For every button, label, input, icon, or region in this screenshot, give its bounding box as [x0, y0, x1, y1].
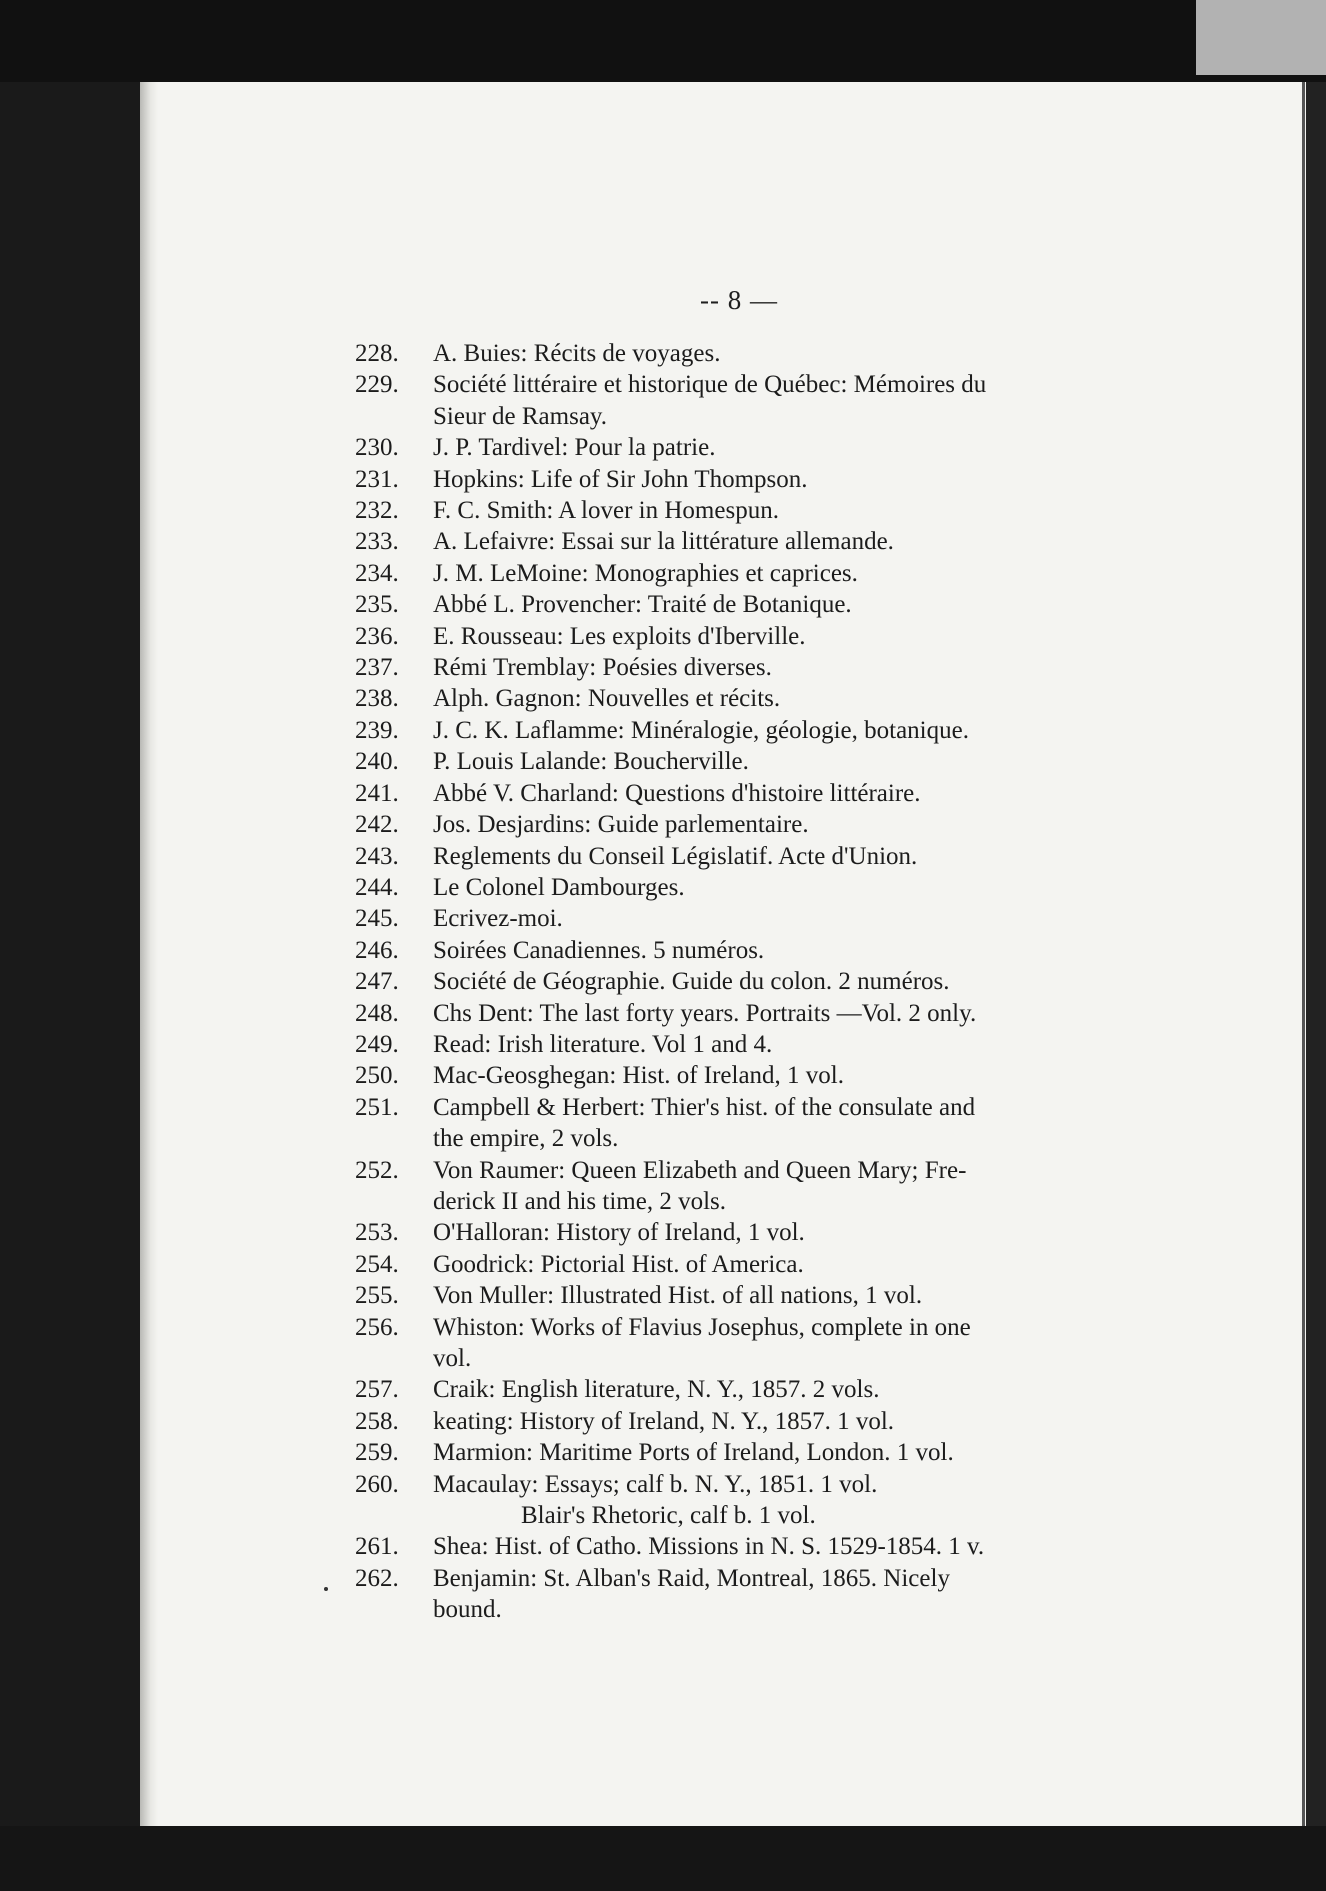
catalog-entry: [355, 1437, 1145, 1468]
entry-line: Shea: Hist. of Catho. Missions in N. S. 1529-1854. 1 v.: [433, 1533, 985, 1561]
entry-line: Mac-Geosghegan: Hist. of Ireland, 1 vol.: [433, 1062, 844, 1090]
entry-text: [433, 1469, 1145, 1532]
entry-line: O'Halloran: History of Ireland, 1 vol.: [433, 1219, 805, 1247]
catalog-entry: [355, 998, 1145, 1029]
entry-number: 261.: [355, 1533, 399, 1561]
entry-text: [433, 841, 1145, 872]
entry-line: F. C. Smith: A lover in Homespun.: [433, 497, 779, 525]
catalog-entry: [355, 1092, 1145, 1155]
entry-number: 241.: [355, 779, 399, 807]
catalog-entry: [355, 589, 1145, 620]
catalog-entry: [355, 1406, 1145, 1437]
entry-line: derick II and his time, 2 vols.: [433, 1187, 726, 1215]
entry-line: Campbell & Herbert: Thier's hist. of the consulate and: [433, 1093, 976, 1121]
entry-text: [433, 526, 1145, 557]
entry-line: Jos. Desjardins: Guide parlementaire.: [433, 811, 809, 839]
entry-text: [433, 872, 1145, 903]
catalog-entry: [355, 558, 1145, 589]
catalog-entry: [355, 1249, 1145, 1280]
entry-number: 243.: [355, 842, 399, 870]
entry-line: J. P. Tardivel: Pour la patrie.: [433, 434, 716, 462]
entry-number: 253.: [355, 1219, 399, 1247]
entry-subline: Blair's Rhetoric, calf b. 1 vol.: [521, 1502, 816, 1530]
entry-line: vol.: [433, 1345, 472, 1372]
entry-line: Macaulay: Essays; calf b. N. Y., 1851. 1 vol.: [433, 1470, 878, 1498]
entry-number: 260.: [355, 1470, 399, 1498]
catalog-entry: [355, 966, 1145, 997]
entry-text: [433, 809, 1145, 840]
catalog-entry: [355, 746, 1145, 777]
entry-number: 246.: [355, 936, 399, 964]
entry-number: 262.: [355, 1564, 399, 1592]
entry-number: 256.: [355, 1313, 399, 1341]
entry-line: Hopkins: Life of Sir John Thompson.: [433, 465, 808, 493]
entry-number: 251.: [355, 1093, 399, 1121]
entry-text: [433, 1280, 1145, 1311]
entry-line: Read: Irish literature. Vol 1 and 4.: [433, 1030, 773, 1058]
entry-text: [433, 1155, 1145, 1218]
entry-line: P. Louis Lalande: Boucherville.: [433, 748, 749, 776]
entry-text: [433, 715, 1145, 746]
entry-line: Reglements du Conseil Législatif. Acte d'Union.: [433, 842, 918, 870]
entry-line: A. Buies: Récits de voyages.: [433, 340, 721, 367]
entry-text: [433, 683, 1145, 714]
entry-line: Marmion: Maritime Ports of Ireland, London. 1 vol.: [433, 1439, 954, 1467]
catalog-entry: [355, 621, 1145, 652]
entry-line: Soirées Canadiennes. 5 numéros.: [433, 936, 765, 964]
entry-line: Von Muller: Illustrated Hist. of all nations, 1 vol.: [433, 1282, 923, 1310]
entry-text: [433, 621, 1145, 652]
catalog-entry: [355, 903, 1145, 934]
entry-line: Le Colonel Dambourges.: [433, 873, 685, 901]
entry-line: Ecrivez-moi.: [433, 905, 563, 933]
page-right-edge: [1302, 82, 1305, 1826]
catalog-entry: [355, 1469, 1145, 1532]
catalog-entry: [355, 935, 1145, 966]
scan-artifact: [1196, 0, 1326, 75]
entry-line: Rémi Tremblay: Poésies diverses.: [433, 654, 772, 682]
entry-text: [433, 1563, 1145, 1626]
entry-number: 230.: [355, 434, 399, 462]
page-spine-shadow: [140, 82, 158, 1826]
entry-number: 258.: [355, 1407, 399, 1435]
entry-text: [433, 746, 1145, 777]
entry-line: Abbé V. Charland: Questions d'histoire littéraire.: [433, 779, 921, 807]
catalog-entry: [355, 683, 1145, 714]
catalog-entry: [355, 338, 1145, 369]
catalog-entry: [355, 1563, 1145, 1626]
entry-text: [433, 1217, 1145, 1248]
catalog-entry: [355, 464, 1145, 495]
entry-text: [433, 1531, 1145, 1562]
catalog-entry: [355, 778, 1145, 809]
top-scan-border: [0, 0, 1326, 82]
entry-line: Von Raumer: Queen Elizabeth and Queen Mary; Fre-: [433, 1156, 967, 1184]
entry-number: 236.: [355, 622, 399, 650]
catalog-entry: [355, 1155, 1145, 1218]
catalog-entry: [355, 1060, 1145, 1091]
entry-text: [433, 652, 1145, 683]
right-scan-border: [1306, 82, 1326, 1826]
entry-number: 250.: [355, 1062, 399, 1090]
catalog-entry: [355, 432, 1145, 463]
entry-number: 255.: [355, 1282, 399, 1310]
entry-line: Benjamin: St. Alban's Raid, Montreal, 1865. Nicely: [433, 1564, 950, 1592]
entry-number: 235.: [355, 591, 399, 619]
entry-text: [433, 935, 1145, 966]
entry-line: Chs Dent: The last forty years. Portraits —Vol. 2 only.: [433, 999, 977, 1027]
entry-text: [433, 778, 1145, 809]
entry-text: [433, 998, 1145, 1029]
entry-line: Goodrick: Pictorial Hist. of America.: [433, 1250, 804, 1278]
catalog-entry: [355, 652, 1145, 683]
entry-line: E. Rousseau: Les exploits d'Iberville.: [433, 622, 806, 650]
entry-number: 248.: [355, 999, 399, 1027]
entry-line: Société littéraire et historique de Québec: Mémoires du: [433, 371, 987, 399]
bottom-scan-border: [0, 1826, 1326, 1891]
entry-text: [433, 589, 1145, 620]
entry-text: [433, 1374, 1145, 1405]
entry-number: 245.: [355, 905, 399, 933]
entry-number: 237.: [355, 654, 399, 682]
entry-line: J. C. K. Laflamme: Minéralogie, géologie, botanique.: [433, 716, 969, 744]
entry-line: keating: History of Ireland, N. Y., 1857. 1 vol.: [433, 1407, 895, 1435]
entry-text: [433, 432, 1145, 463]
ink-speck: [324, 1587, 328, 1591]
entry-line: Abbé L. Provencher: Traité de Botanique.: [433, 591, 852, 619]
catalog-entry: [355, 369, 1145, 432]
entry-line: J. M. LeMoine: Monographies et caprices.: [433, 559, 858, 587]
entry-line: Alph. Gagnon: Nouvelles et récits.: [433, 685, 781, 713]
entry-number: 249.: [355, 1030, 399, 1058]
entry-line: bound.: [433, 1596, 502, 1624]
catalog-entry: [355, 1531, 1145, 1562]
catalog-entry: [355, 1217, 1145, 1248]
entry-number: 233.: [355, 528, 399, 556]
entry-text: [433, 495, 1145, 526]
catalog-entry: [355, 715, 1145, 746]
entry-number: 240.: [355, 748, 399, 776]
entry-text: [433, 1406, 1145, 1437]
entry-number: 231.: [355, 465, 399, 493]
entry-text: [433, 903, 1145, 934]
entry-line: Whiston: Works of Flavius Josephus, complete in one: [433, 1313, 971, 1341]
catalog-entry: [355, 495, 1145, 526]
entry-text: [433, 1092, 1145, 1155]
entry-number: 252.: [355, 1156, 399, 1184]
catalog-entry-list: [355, 338, 1145, 1626]
catalog-entry: [355, 841, 1145, 872]
catalog-entry: [355, 1280, 1145, 1311]
entry-text: [433, 1312, 1145, 1375]
entry-line: A. Lefaivre: Essai sur la littérature allemande.: [433, 528, 894, 556]
entry-number: 259.: [355, 1439, 399, 1467]
entry-text: [433, 558, 1145, 589]
entry-text: [433, 369, 1145, 432]
entry-text: [433, 464, 1145, 495]
catalog-entry: [355, 526, 1145, 557]
entry-number: 244.: [355, 873, 399, 901]
entry-number: 254.: [355, 1250, 399, 1278]
entry-line: Sieur de Ramsay.: [433, 402, 608, 430]
page-number: -- 8 —: [700, 285, 778, 315]
entry-text: [433, 338, 1145, 369]
entry-text: [433, 1060, 1145, 1091]
catalog-entry: [355, 1374, 1145, 1405]
entry-line: the empire, 2 vols.: [433, 1125, 619, 1153]
catalog-entry: [355, 1312, 1145, 1375]
entry-number: 228.: [355, 340, 399, 367]
entry-number: 239.: [355, 716, 399, 744]
entry-text: [433, 1029, 1145, 1060]
entry-number: 242.: [355, 811, 399, 839]
entry-text: [433, 1249, 1145, 1280]
entry-number: 234.: [355, 559, 399, 587]
entry-line: Société de Géographie. Guide du colon. 2 numéros.: [433, 968, 950, 996]
entry-number: 257.: [355, 1376, 399, 1404]
entry-number: 238.: [355, 685, 399, 713]
catalog-entry: [355, 872, 1145, 903]
catalog-entry: [355, 1029, 1145, 1060]
entry-text: [433, 966, 1145, 997]
entry-number: 247.: [355, 968, 399, 996]
entry-line: Craik: English literature, N. Y., 1857. 2 vols.: [433, 1376, 880, 1404]
entry-number: 232.: [355, 497, 399, 525]
entry-number: 229.: [355, 371, 399, 399]
entry-text: [433, 1437, 1145, 1468]
catalog-entry: [355, 809, 1145, 840]
